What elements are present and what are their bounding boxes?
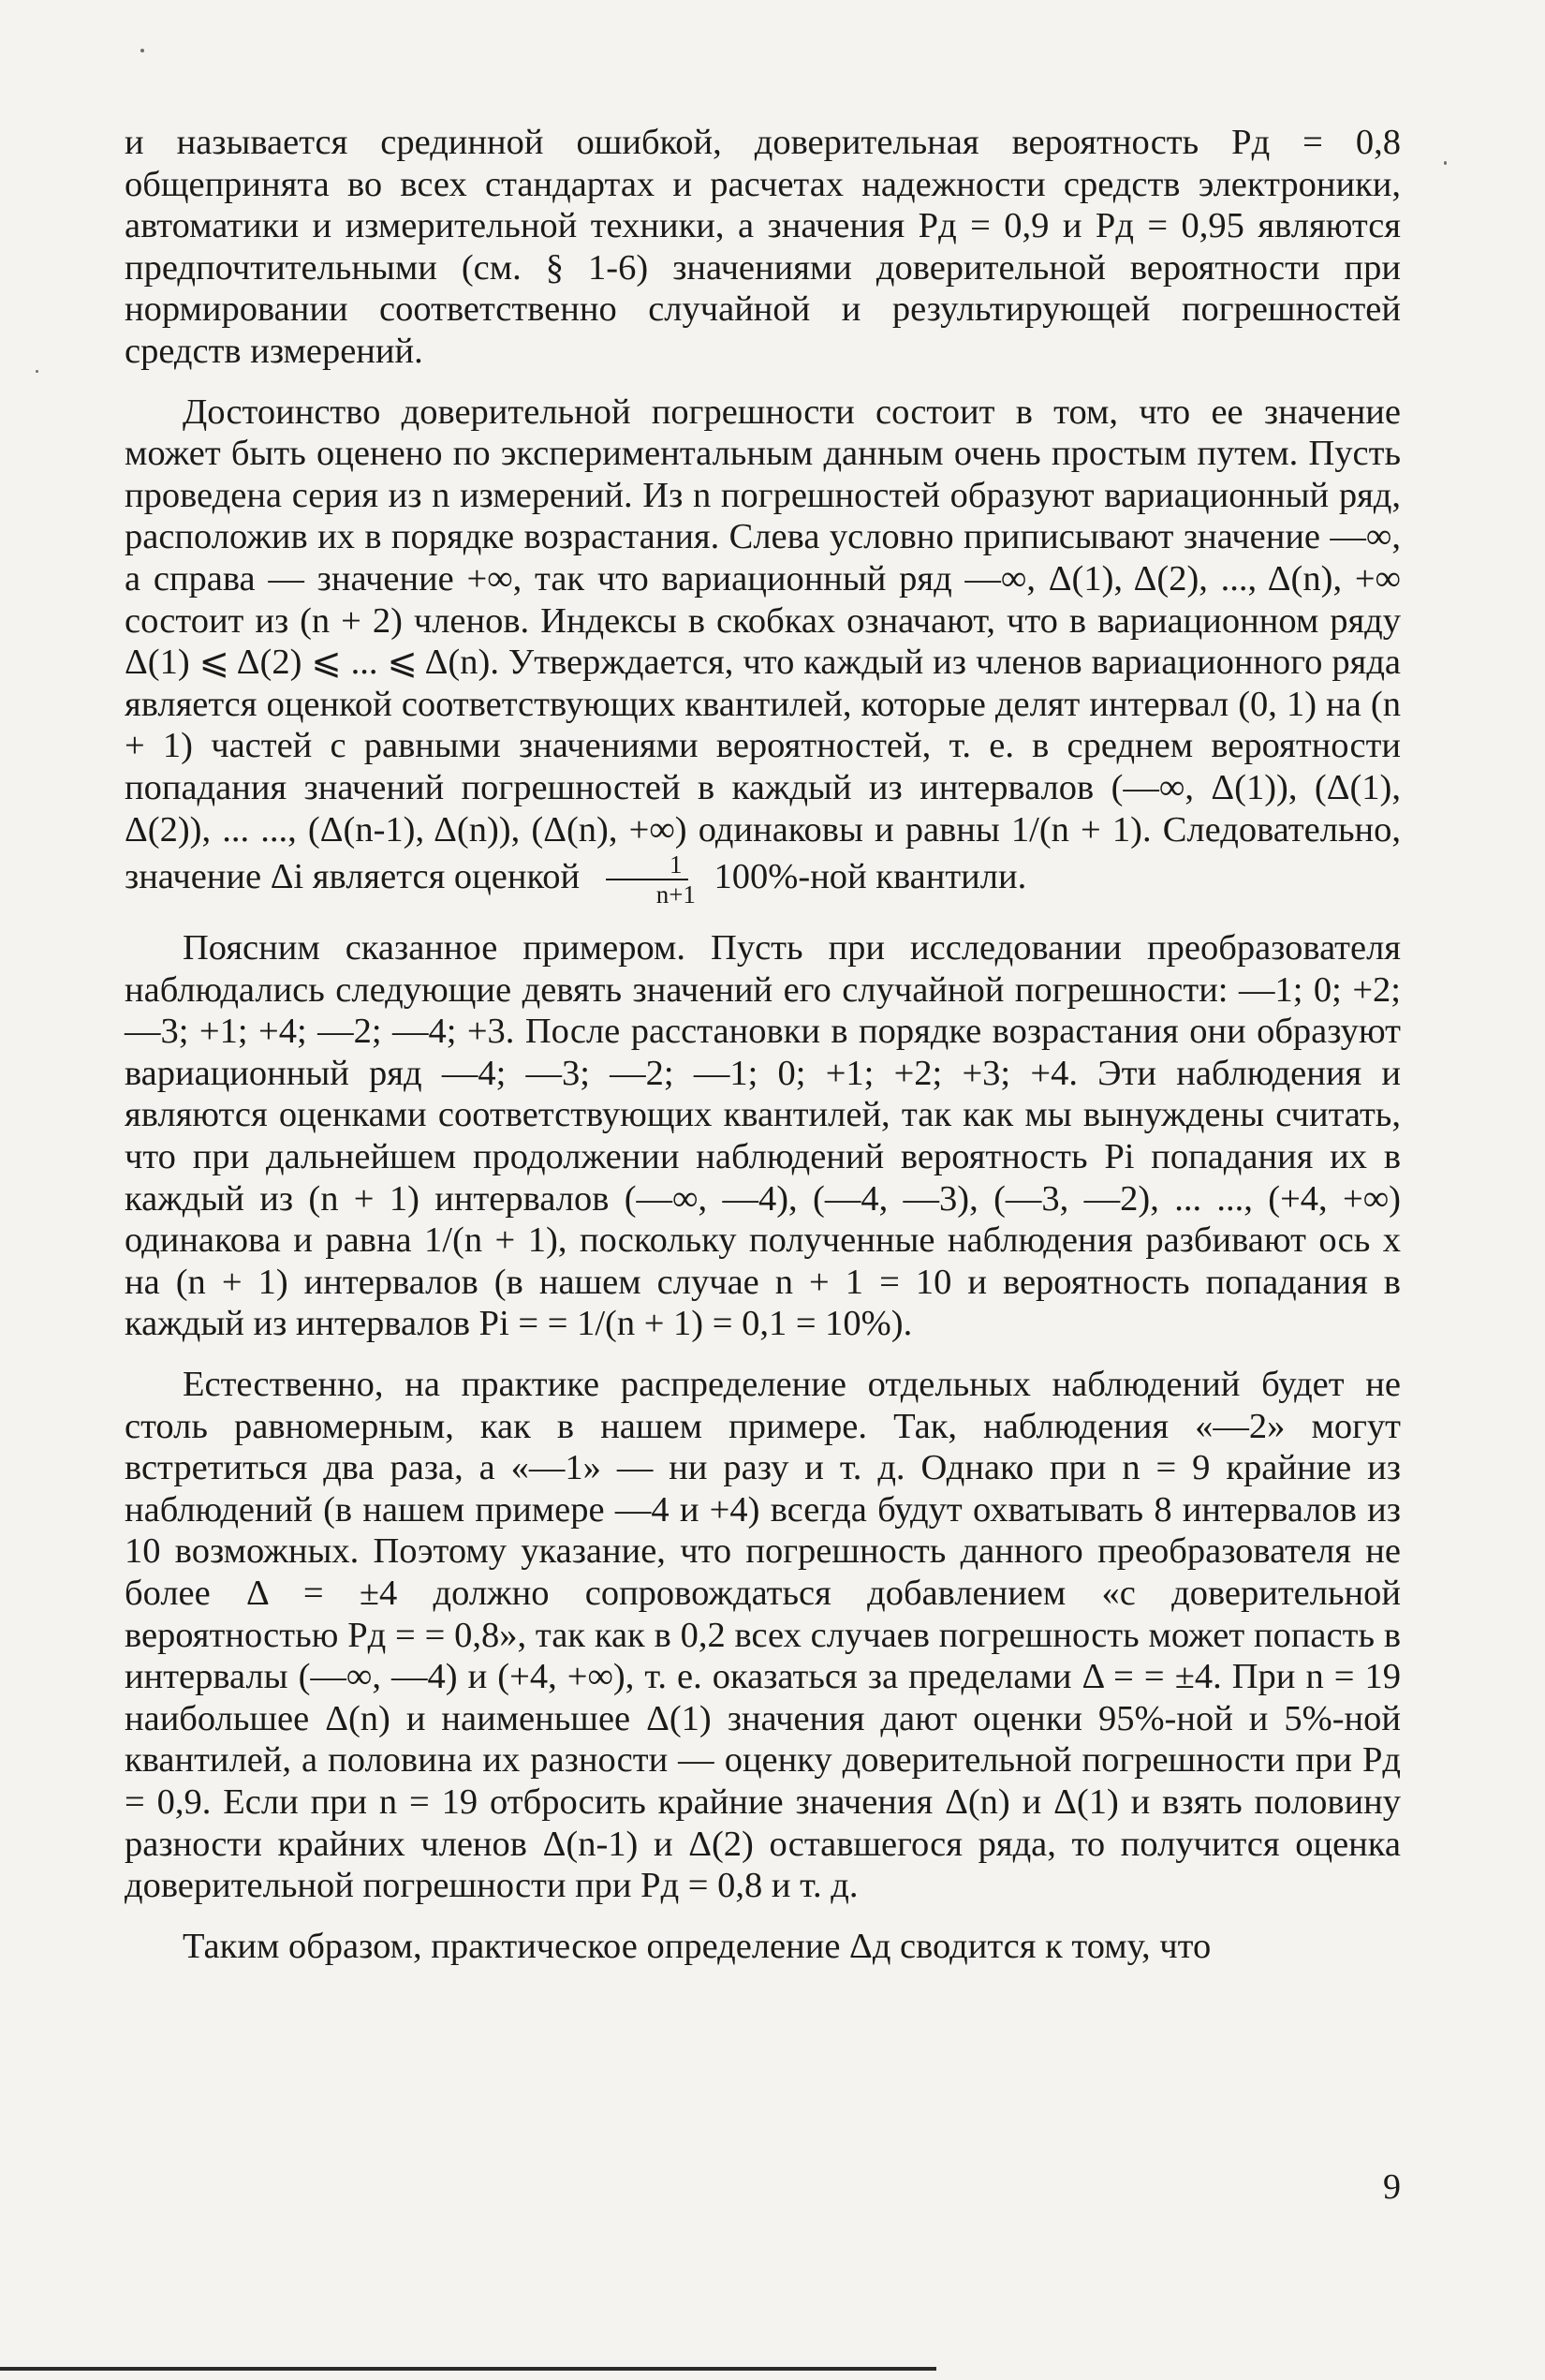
dust-speck bbox=[140, 49, 144, 52]
fraction-numerator: 1 bbox=[606, 850, 688, 880]
paragraph-1: и называется срединной ошибкой, доверительная вероятность Pд = 0,8 общепринята во всех стандартах и расчетах надежности средств электроники, автоматики и измерительной техники, а значения Pд = 0,9 и Pд = 0,95 являются предпочтительными (см. § 1-6) значениями доверительной вероятности при нормировании соответственно случайной и результирующей погрешностей средств измерений. bbox=[125, 123, 1401, 371]
paragraph-2-tail: 100%-ной квантили. bbox=[714, 856, 1027, 896]
fraction-denominator: n+1 bbox=[655, 880, 696, 909]
paragraph-2 bbox=[125, 392, 1401, 909]
dust-speck bbox=[36, 370, 38, 373]
page-number: 9 bbox=[1383, 2167, 1401, 2207]
paragraph-2-text: Достоинство доверительной погрешности состоит в том, что ее значение может быть оценено по экспериментальным данным очень простым путем. Пусть проведена серия из n измерений. Из n погрешностей образуют вариационный ряд, расположив их в порядке возрастания. Слева условно приписывают значение —∞, а справа — значение +∞, так что вариационный ряд —∞, Δ(1), Δ(2), ..., Δ(n), +∞ состоит из (n + 2) членов. Индексы в скобках означают, что в вариационном ряду Δ(1) ⩽ Δ(2) ⩽ ... ⩽ Δ(n). Утверждается, что каждый из членов вариационного ряда является оценкой соответствующих квантилей, которые делят интервал (0, 1) на (n + 1) частей с равными значениями вероятностей, т. е. в среднем вероятности попадания значений погрешностей в каждый из интервалов (—∞, Δ(1)), (Δ(1), Δ(2)), ... ..., (Δ(n-1), Δ(n)), (Δ(n), +∞) одинаковы и равны 1/(n + 1). Следовательно, значение Δi является оценкой bbox=[125, 392, 1401, 896]
paragraph-4: Естественно, на практике распределение отдельных наблюдений будет не столь равномерным, как в нашем примере. Так, наблюдения «—2» могут встретиться два раза, а «—1» — ни разу и т. д. Однако при n = 9 крайние из наблюдений (в нашем примере —4 и +4) всегда будут охватывать 8 интервалов из 10 возможных. Поэтому указание, что погрешность данного преобразователя не более Δ = ±4 должно сопровождаться добавлением «с доверительной вероятностью Pд = = 0,8», так как в 0,2 всех случаев погрешность может попасть в интервалы (—∞, —4) и (+4, +∞), т. е. оказаться за пределами Δ = = ±4. При n = 19 наибольшее Δ(n) и наименьшее Δ(1) значения дают оценки 95%-ной и 5%-ной квантилей, а половина их разности — оценку доверительной погрешности при Pд = 0,9. Если при n = 19 отбросить крайние значения Δ(n) и Δ(1) и взять половину разности крайних членов Δ(n-1) и Δ(2) оставшегося ряда, то получится оценка доверительной погрешности при Pд = 0,8 и т. д. bbox=[125, 1365, 1401, 1906]
dust-speck bbox=[1444, 161, 1447, 165]
body-text bbox=[125, 122, 1401, 1967]
paragraph-3: Поясним сказанное примером. Пусть при исследовании преобразователя наблюдались следующие девять значений его случайной погрешности: —1; 0; +2; —3; +1; +4; —2; —4; +3. После расстановки в порядке возрастания они образуют вариационный ряд —4; —3; —2; —1; 0; +1; +2; +3; +4. Эти наблюдения и являются оценками соответствующих квантилей, так как мы вынуждены считать, что при дальнейшем продолжении наблюдений вероятность Pi попадания их в каждый из (n + 1) интервалов (—∞, —4), (—4, —3), (—3, —2), ... ..., (+4, +∞) одинакова и равна 1/(n + 1), поскольку полученные наблюдения разбивают ось x на (n + 1) интервалов (в нашем случае n + 1 = 10 и вероятность попадания в каждый из интервалов Pi = = 1/(n + 1) = 0,1 = 10%). bbox=[125, 928, 1401, 1344]
paragraph-5: Таким образом, практическое определение Δд сводится к тому, что bbox=[183, 1926, 1212, 1966]
scan-edge-rule bbox=[0, 2367, 936, 2371]
fraction bbox=[593, 850, 701, 909]
